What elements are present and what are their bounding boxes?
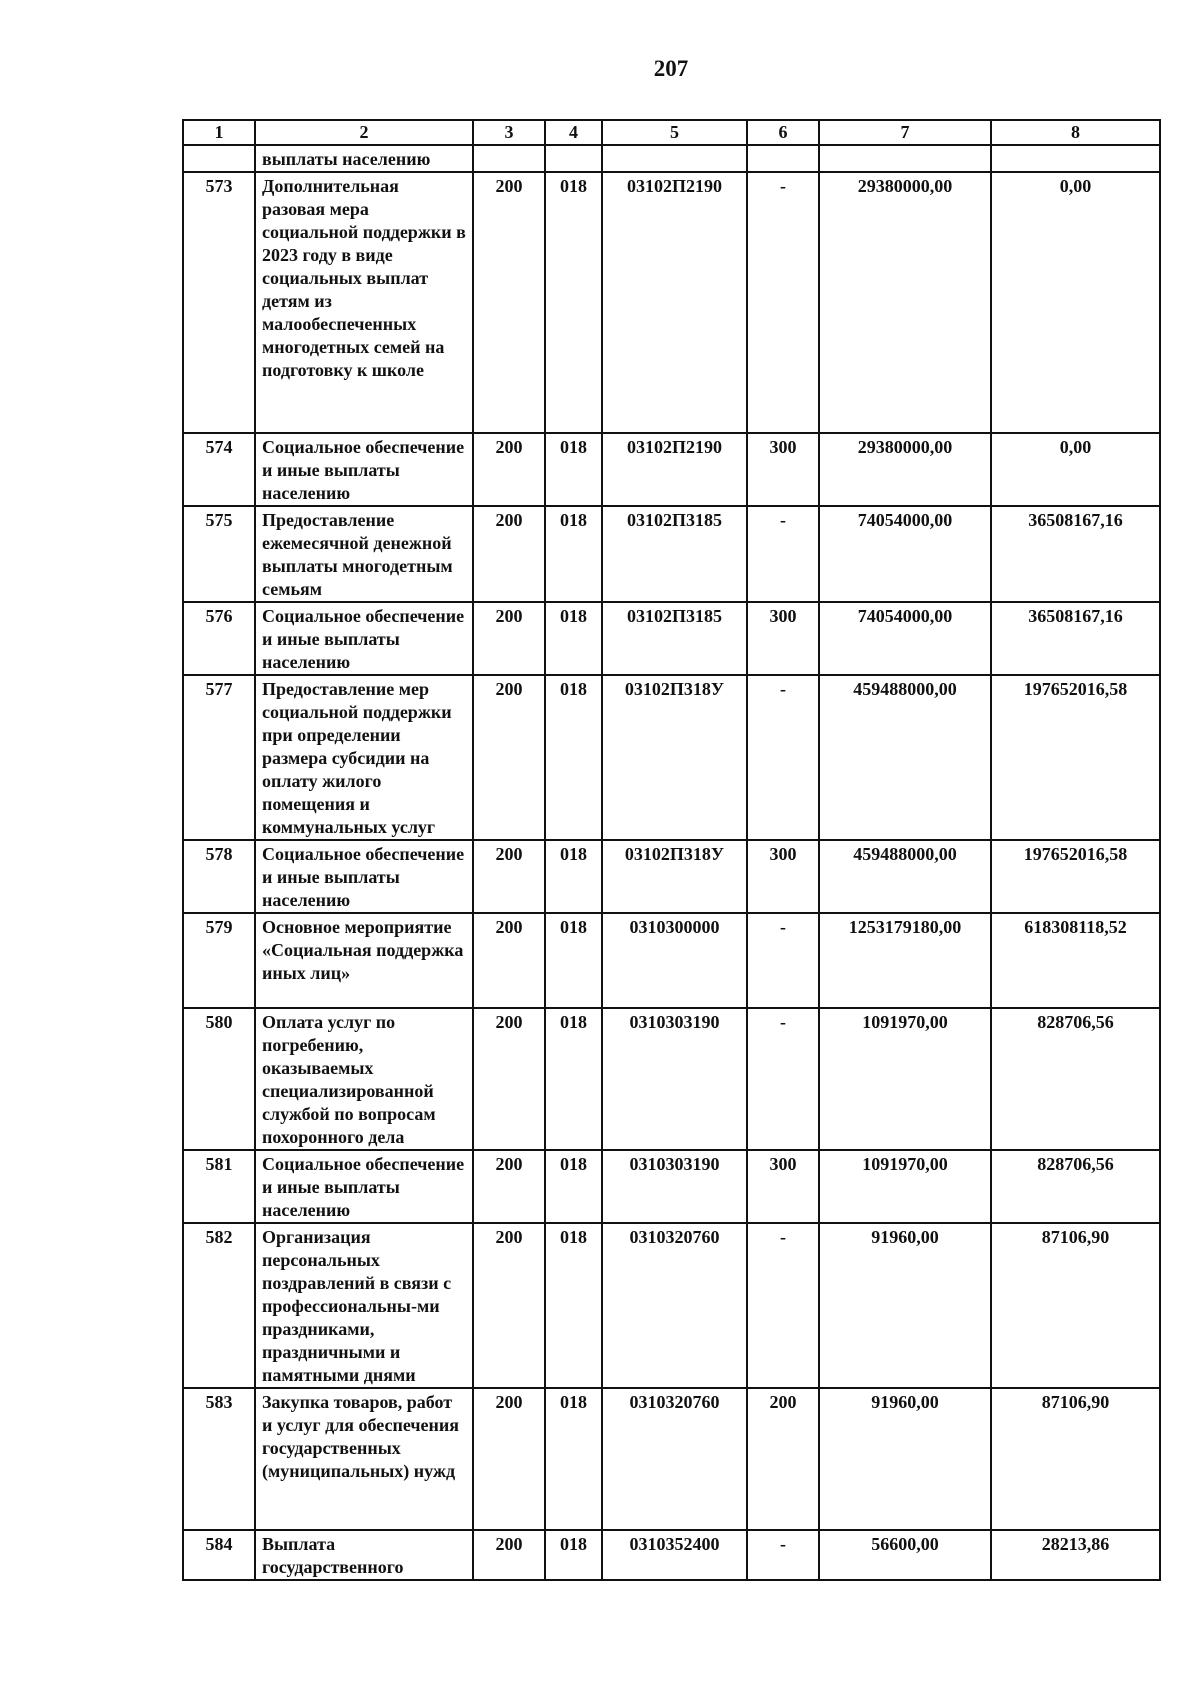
table-row [183,506,1160,602]
table-row [183,1530,1160,1580]
budget-table [182,119,1161,1581]
cell-col3: 200 [473,840,545,913]
column-header: 5 [602,120,747,145]
cell-col4: 018 [545,840,602,913]
row-name: Организация персональных поздравлений в связи с профессиональны-ми праздниками, праздничными и памятными днями [255,1223,473,1388]
row-number: 577 [183,675,255,840]
cell-col8: 28213,86 [991,1530,1160,1580]
cell-col6: - [747,172,819,433]
table-row [183,913,1160,1008]
cell-col7: 56600,00 [819,1530,991,1580]
cell-col7: 91960,00 [819,1223,991,1388]
row-number: 576 [183,602,255,675]
table-row [183,172,1160,433]
cell-col4: 018 [545,1530,602,1580]
cell-col5: 03102П318У [602,675,747,840]
cell-col7: 29380000,00 [819,433,991,506]
cell-col7: 459488000,00 [819,840,991,913]
table-row [183,602,1160,675]
cell-col7: 74054000,00 [819,602,991,675]
table-row [183,433,1160,506]
cell-col8: 36508167,16 [991,602,1160,675]
cell-col7: 29380000,00 [819,172,991,433]
cell-col5: 03102П3185 [602,602,747,675]
cell-col4 [545,145,602,172]
cell-col6: - [747,1530,819,1580]
table-row [183,1150,1160,1223]
cell-col6 [747,145,819,172]
cell-col4: 018 [545,913,602,1008]
cell-col6: 300 [747,433,819,506]
cell-col7: 74054000,00 [819,506,991,602]
row-name: Социальное обеспечение и иные выплаты населению [255,602,473,675]
cell-col3: 200 [473,602,545,675]
cell-col5 [602,145,747,172]
table-row [183,1223,1160,1388]
cell-col4: 018 [545,433,602,506]
cell-col3: 200 [473,1530,545,1580]
cell-col7: 459488000,00 [819,675,991,840]
header-row [183,120,1160,145]
cell-col5: 03102П3185 [602,506,747,602]
cell-col8: 618308118,52 [991,913,1160,1008]
cell-col6: - [747,913,819,1008]
cell-col8: 87106,90 [991,1223,1160,1388]
cell-col6: - [747,675,819,840]
row-name: Социальное обеспечение и иные выплаты населению [255,433,473,506]
cell-col3: 200 [473,913,545,1008]
cell-col8: 197652016,58 [991,840,1160,913]
cell-col5: 0310303190 [602,1008,747,1150]
cell-col6: 300 [747,602,819,675]
row-number: 574 [183,433,255,506]
row-number: 582 [183,1223,255,1388]
row-number: 583 [183,1388,255,1530]
cell-col6: 300 [747,840,819,913]
row-name: Оплата услуг по погребению, оказываемых специализированной службой по вопросам похоронного дела [255,1008,473,1150]
column-header: 8 [991,120,1160,145]
cell-col3 [473,145,545,172]
cell-col3: 200 [473,1008,545,1150]
cell-col5: 03102П2190 [602,433,747,506]
row-number: 579 [183,913,255,1008]
cell-col5: 0310320760 [602,1388,747,1530]
row-name: Выплата государственного [255,1530,473,1580]
row-name: Предоставление мер социальной поддержки при определении размера субсидии на оплату жилого помещения и коммунальных услуг [255,675,473,840]
cell-col3: 200 [473,1150,545,1223]
cell-col3: 200 [473,675,545,840]
cell-col3: 200 [473,1223,545,1388]
cell-col4: 018 [545,1008,602,1150]
cell-col5: 03102П318У [602,840,747,913]
cell-col7: 91960,00 [819,1388,991,1530]
row-number [183,145,255,172]
cell-col7 [819,145,991,172]
page-number: 207 [653,56,689,81]
cell-col8: 0,00 [991,433,1160,506]
column-header: 3 [473,120,545,145]
cell-col8: 828706,56 [991,1008,1160,1150]
cell-col8: 197652016,58 [991,675,1160,840]
cell-col8: 0,00 [991,172,1160,433]
column-header: 7 [819,120,991,145]
cell-col4: 018 [545,675,602,840]
row-number: 578 [183,840,255,913]
cell-col3: 200 [473,172,545,433]
column-header: 4 [545,120,602,145]
cell-col7: 1091970,00 [819,1150,991,1223]
row-number: 580 [183,1008,255,1150]
row-number: 581 [183,1150,255,1223]
cell-col4: 018 [545,1150,602,1223]
cell-col8 [991,145,1160,172]
cell-col6: - [747,1223,819,1388]
cell-col3: 200 [473,1388,545,1530]
cell-col7: 1091970,00 [819,1008,991,1150]
cell-col5: 03102П2190 [602,172,747,433]
column-header: 1 [183,120,255,145]
row-name: Социальное обеспечение и иные выплаты населению [255,1150,473,1223]
cell-col4: 018 [545,506,602,602]
cell-col8: 36508167,16 [991,506,1160,602]
column-header: 6 [747,120,819,145]
table-row [183,1388,1160,1530]
table-row [183,1008,1160,1150]
row-name: Дополнительная разовая мера социальной поддержки в 2023 году в виде социальных выплат детям из малообеспеченных многодетных семей на подготовку к школе [255,172,473,433]
cell-col6: 300 [747,1150,819,1223]
table-row [183,840,1160,913]
cell-col3: 200 [473,433,545,506]
cell-col6: - [747,506,819,602]
table-row [183,675,1160,840]
row-name: Закупка товаров, работ и услуг для обеспечения государственных (муниципальных) нужд [255,1388,473,1530]
cell-col5: 0310352400 [602,1530,747,1580]
cell-col5: 0310300000 [602,913,747,1008]
cell-col5: 0310320760 [602,1223,747,1388]
cell-col8: 828706,56 [991,1150,1160,1223]
row-number: 584 [183,1530,255,1580]
cell-col4: 018 [545,602,602,675]
row-name: Предоставление ежемесячной денежной выплаты многодетным семьям [255,506,473,602]
cell-col4: 018 [545,172,602,433]
row-number: 575 [183,506,255,602]
row-number: 573 [183,172,255,433]
cell-col6: - [747,1008,819,1150]
table-row [183,145,1160,172]
row-name: Основное мероприятие «Социальная поддержка иных лиц» [255,913,473,1008]
row-name: Социальное обеспечение и иные выплаты населению [255,840,473,913]
cell-col8: 87106,90 [991,1388,1160,1530]
cell-col4: 018 [545,1388,602,1530]
cell-col7: 1253179180,00 [819,913,991,1008]
cell-col3: 200 [473,506,545,602]
column-header: 2 [255,120,473,145]
cell-col5: 0310303190 [602,1150,747,1223]
cell-col4: 018 [545,1223,602,1388]
cell-col6: 200 [747,1388,819,1530]
row-name: выплаты населению [255,145,473,172]
